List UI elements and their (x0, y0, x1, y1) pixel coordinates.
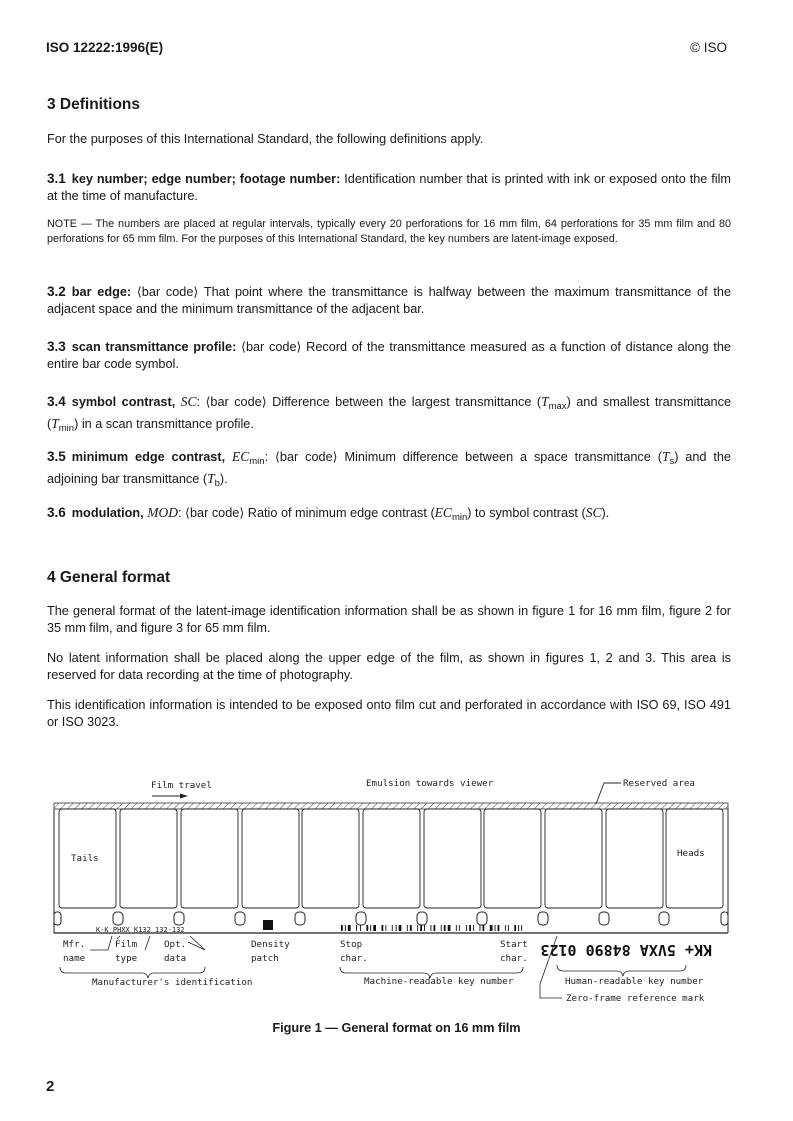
human-readable-key-text: KK+ 5VXA 84890 0123 (540, 941, 712, 959)
definition-3-4 (47, 393, 731, 437)
definition-text: : ⟨bar code⟩ Difference between the largest transmittance ( (196, 395, 542, 409)
emulsion-label: Emulsion towards viewer (366, 778, 494, 789)
symbol: SC (180, 394, 197, 409)
definition-text: ⟨bar code⟩ Record of the transmittance measured as a function of distance along the entire bar code symbol. (47, 340, 731, 371)
barcode-bar (424, 925, 425, 931)
perforation (477, 912, 487, 925)
symbol: T (51, 416, 59, 431)
symbol: MOD (147, 505, 178, 520)
barcode-bar (490, 925, 493, 931)
barcode-bar (341, 925, 343, 931)
mfr-label-line1: Mfr. (63, 939, 86, 950)
opt-data-label-line2: data (164, 953, 187, 964)
film-frame (181, 809, 238, 908)
barcode-bar (508, 925, 509, 931)
barcode-bar (514, 925, 516, 931)
definition-3-5 (47, 448, 731, 492)
barcode-bar (410, 925, 412, 931)
definition-text: ). (219, 472, 228, 486)
barcode-bar (420, 925, 422, 931)
manufacturer-code-text: K-K PHXX K132 132-132 (96, 926, 185, 934)
definition-number: 3.5 (47, 449, 66, 464)
barcode-bar (360, 925, 361, 931)
barcode-bar (385, 925, 386, 931)
definition-3-3 (47, 338, 731, 373)
reserved-area-label: Reserved area (623, 778, 695, 789)
definition-number: 3.2 (47, 284, 66, 299)
figure-caption: Figure 1 — General format on 16 mm film (272, 1021, 521, 1035)
film-frame (606, 809, 663, 908)
barcode-bar (466, 925, 467, 931)
definition-3-6 (47, 504, 731, 526)
perforation (235, 912, 245, 925)
symbol: SC (585, 505, 602, 520)
barcode-bar (345, 925, 346, 931)
density-patch-label-line2: patch (251, 953, 279, 964)
manufacturer-id-label: Manufacturer's identification (92, 977, 253, 988)
definition-3-2 (47, 283, 731, 318)
section-3-title: 3 Definitions (47, 96, 141, 113)
film-frame (302, 809, 359, 908)
definition-number: 3.4 (47, 394, 66, 409)
perforation (174, 912, 184, 925)
film-frame (484, 809, 541, 908)
stop-char-label-line1: Stop (340, 939, 363, 950)
mfr-label-line2: name (63, 953, 86, 964)
section-4-paragraph-3: This identification information is intended to be exposed onto film cut and perforated in accordance with ISO 69, ISO 491 or ISO 3023. (47, 698, 731, 729)
barcode-bar (431, 925, 432, 931)
barcode-bar (348, 925, 351, 931)
perforation (538, 912, 548, 925)
film-frame (242, 809, 299, 908)
definition-term: scan transmittance profile: (71, 340, 237, 354)
section-4-paragraph-1: The general format of the latent-image identification information shall be as shown in figure 1 for 16 mm film, figure 2 for 35 mm film, and figure 3 for 65 mm film. (47, 604, 731, 635)
definition-number: 3.3 (47, 339, 66, 354)
subscript: b (214, 478, 220, 489)
definition-text: ). (601, 506, 610, 520)
barcode-bar (495, 925, 496, 931)
barcode-bar (407, 925, 408, 931)
subscript: min (249, 456, 265, 467)
film-frame (545, 809, 602, 908)
definition-term: minimum edge contrast, (71, 450, 226, 464)
barcode-bar (521, 925, 522, 931)
perforation (295, 912, 305, 925)
barcode-bar (459, 925, 460, 931)
density-patch-label-line1: Density (251, 939, 290, 950)
barcode-bar (505, 925, 506, 931)
barcode-bar (480, 925, 481, 931)
human-key-label: Human-readable key number (565, 976, 704, 987)
film-type-label-line2: type (115, 953, 138, 964)
barcode-bar (518, 925, 519, 931)
section-4-paragraph-2: No latent information shall be placed along the upper edge of the film, as shown in figures 1, 2 and 3. This area is reserved for data recording at the time of photography. (47, 651, 731, 682)
symbol: T (541, 394, 549, 409)
page-number: 2 (46, 1078, 55, 1095)
barcode-bar (434, 925, 436, 931)
definition-term: bar edge: (71, 285, 132, 299)
section-4-title: 4 General format (47, 569, 171, 586)
barcode-bar (370, 925, 371, 931)
mfr-leader (90, 936, 112, 950)
reserved-area-leader (596, 783, 621, 804)
barcode-bar (473, 925, 474, 931)
barcode-bar (498, 925, 500, 931)
section-3-intro: For the purposes of this International Standard, the following definitions apply. (47, 132, 484, 146)
barcode-bar (356, 925, 357, 931)
definition-text: Identification number that is printed with ink or exposed onto the film at the time of manufacture. (47, 172, 731, 203)
definition-term: symbol contrast, (71, 395, 176, 409)
definition-text: : ⟨bar code⟩ Ratio of minimum edge contrast ( (177, 506, 435, 520)
definition-text: : ⟨bar code⟩ Minimum difference between a space transmittance ( (264, 450, 662, 464)
definition-3-1 (47, 170, 731, 205)
film-frame (363, 809, 420, 908)
start-char-label-line1: Start (500, 939, 528, 950)
symbol: T (207, 471, 215, 486)
density-patch (263, 920, 273, 930)
stop-char-label-line2: char. (340, 953, 368, 964)
film-frame (424, 809, 481, 908)
film-strip (54, 803, 728, 959)
zero-frame-label: Zero-frame reference mark (566, 993, 705, 1004)
perforation (721, 912, 728, 925)
barcode-bar (396, 925, 397, 931)
perforation (54, 912, 61, 925)
barcode-bar (417, 925, 418, 931)
definition-number: 3.1 (47, 171, 66, 186)
film-type-label-line1: Film (115, 939, 138, 950)
definition-text: ⟨bar code⟩ That point where the transmittance is halfway between the maximum transmittance of the adjacent space and the minimum transmittance of the adjacent bar. (47, 285, 732, 316)
header-copyright: © ISO (690, 40, 727, 55)
definition-term: key number; edge number; footage number: (71, 172, 341, 186)
human-key-brace (557, 965, 686, 976)
heads-label: Heads (677, 848, 705, 859)
barcode-bar (399, 925, 402, 931)
machine-key-label: Machine-readable key number (364, 976, 514, 987)
note-3-1: NOTE — The numbers are placed at regular intervals, typically every 20 perforations for 16 mm film, 64 perforations for 35 mm film and 80 perforations for 65 mm film. For the purposes of this International Standard, the key numbers are latent-image exposed. (47, 218, 731, 245)
definition-text: ) to symbol contrast ( (467, 506, 586, 520)
barcode-bar (441, 925, 442, 931)
reserved-area-hatch (54, 803, 728, 809)
definition-text: ) and the adjoining bar transmittance ( (47, 450, 731, 486)
film-travel-label: Film travel (151, 780, 212, 791)
start-char-label-line2: char. (500, 953, 528, 964)
barcode-bar (469, 925, 471, 931)
definition-term: modulation, (71, 506, 144, 520)
definition-text: ) and smallest transmittance ( (47, 395, 732, 431)
tails-label: Tails (71, 853, 99, 864)
symbol: EC (232, 449, 250, 464)
subscript: min (451, 512, 468, 523)
barcode-bar (373, 925, 376, 931)
figure-1-diagram (0, 770, 793, 1015)
barcode-bar (444, 925, 446, 931)
symbol: EC (434, 505, 452, 520)
header-standard-id: ISO 12222:1996(E) (46, 40, 164, 55)
subscript: min (58, 423, 75, 434)
barcode-bar (392, 925, 393, 931)
barcode-bar (456, 925, 457, 931)
barcode-bar (483, 925, 485, 931)
barcode-bar (448, 925, 451, 931)
perforation (659, 912, 669, 925)
perforation (599, 912, 609, 925)
perforation (356, 912, 366, 925)
subscript: s (669, 456, 675, 467)
film-travel-arrow-icon (152, 794, 188, 799)
barcode-bar (366, 925, 368, 931)
barcode (341, 925, 522, 931)
perforation (113, 912, 123, 925)
symbol: T (661, 449, 670, 464)
opt-data-label-line1: Opt. (164, 939, 187, 950)
film-frame (120, 809, 177, 908)
definition-text: ) in a scan transmittance profile. (74, 417, 254, 431)
subscript: max (548, 401, 567, 412)
barcode-bar (382, 925, 384, 931)
perforation (417, 912, 427, 925)
definition-number: 3.6 (47, 505, 66, 520)
